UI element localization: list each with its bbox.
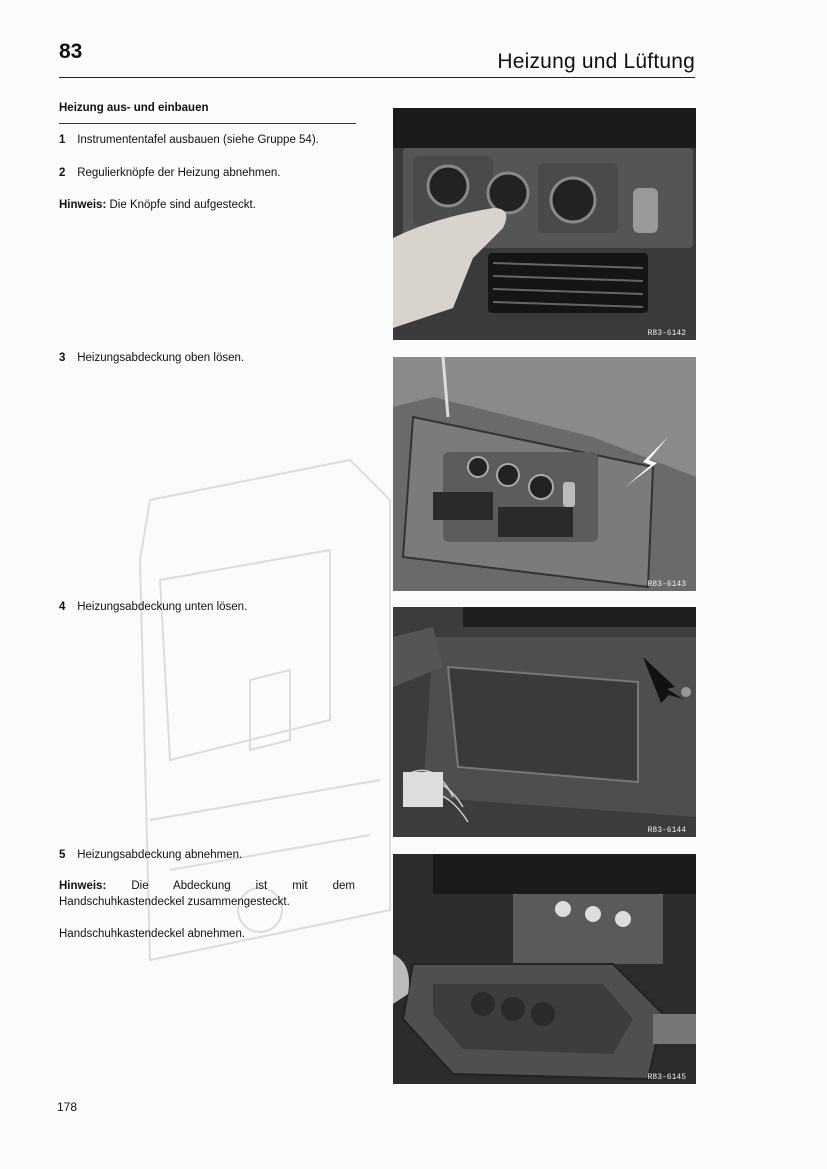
photo-cover-removed [393,854,696,1084]
section-number: 83 [59,40,83,63]
note-label: Hinweis: [59,880,107,892]
step-5 [59,848,359,864]
step-text: Heizungsabdeckung abnehmen. [77,849,243,861]
extra-instruction: Handschuhkastendeckel abnehmen. [59,928,246,940]
step-number: 5 [59,849,66,861]
note-1 [59,198,359,214]
photo-3-illustration [393,607,696,837]
page-number: 178 [57,1100,78,1114]
step-3 [59,351,359,367]
photo-label: R83-6144 [647,826,686,835]
step-2 [59,166,359,182]
step-text: Heizungsabdeckung unten lösen. [77,601,248,613]
photo-heater-knobs [393,108,696,340]
photo-label: R83-6145 [647,1073,686,1082]
photo-label: R83-6142 [647,329,686,338]
photo-upper-cover [393,357,696,591]
bleed-through-cab-drawing [110,440,410,1000]
note-2 [59,879,355,910]
photo-4-illustration [393,854,696,1084]
step-4 [59,600,359,616]
procedure-heading: Heizung aus- und einbauen [59,102,209,114]
procedure-heading-divider [59,123,356,124]
step-text: Regulierknöpfe der Heizung abnehmen. [77,167,281,179]
note-text: Die Abdeckung ist mit dem Handschuhkastendeckel zusammengesteckt. [59,880,355,908]
photo-lower-cover [393,607,696,837]
step-number: 4 [59,601,66,613]
note-label: Hinweis: [59,199,107,211]
photo-2-illustration [393,357,696,591]
step-1 [59,133,359,149]
step-number: 2 [59,167,66,179]
step-text: Instrumententafel ausbauen (siehe Gruppe 54). [77,134,319,146]
section-title: Heizung und Lüftung [497,50,695,73]
step-text: Heizungsabdeckung oben lösen. [77,352,245,364]
note-text: Die Knöpfe sind aufgesteckt. [109,199,256,211]
step-number: 3 [59,352,66,364]
photo-1-illustration [393,108,696,340]
step-number: 1 [59,134,66,146]
header-divider [59,77,695,78]
photo-label: R83-6143 [647,580,686,589]
